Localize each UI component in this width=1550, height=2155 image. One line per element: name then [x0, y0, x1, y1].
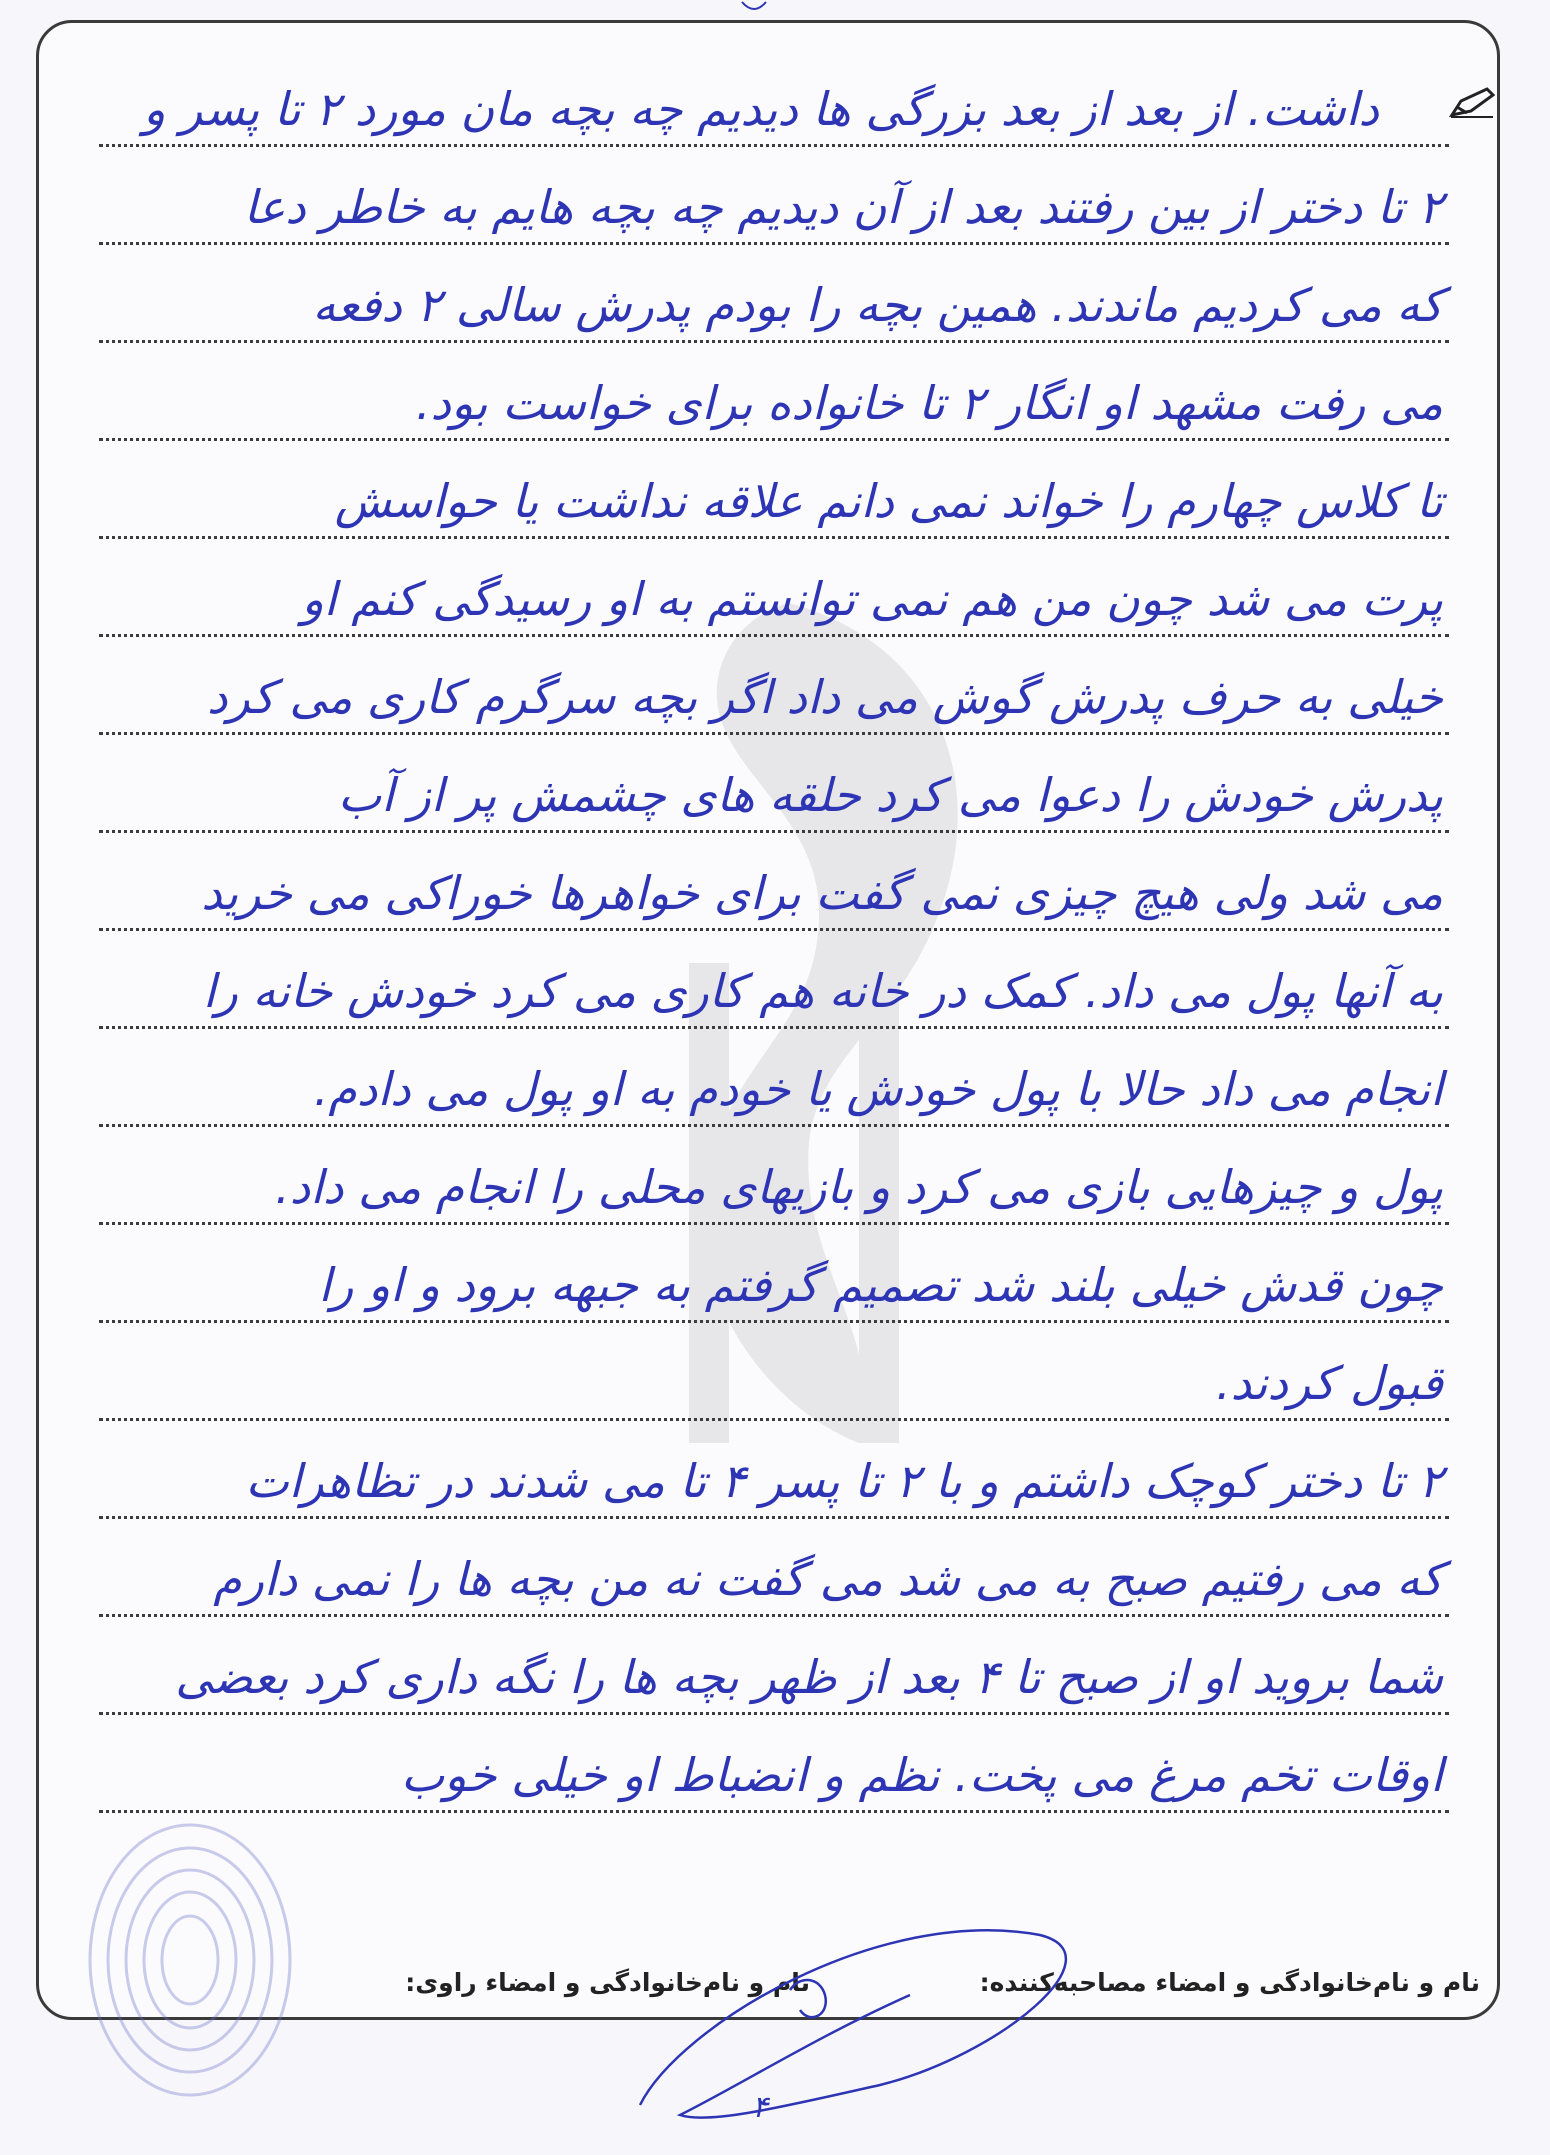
- handwritten-line: [99, 653, 1449, 741]
- top-ink-mark: [728, 0, 778, 20]
- dotted-rule: [99, 1614, 1449, 1617]
- dotted-rule: [99, 536, 1449, 539]
- dotted-rule: [99, 1026, 1449, 1029]
- signature-scribble: [620, 1885, 1140, 2145]
- handwritten-text: انجام می داد حالا با پول خودش یا خودم به او پول می دادم.: [313, 1062, 1443, 1116]
- handwritten-line: [99, 751, 1449, 839]
- handwritten-text: قبول کردند.: [1215, 1356, 1443, 1410]
- handwritten-line: [99, 1535, 1449, 1623]
- handwritten-text: که می کردیم ماندند. همین بچه را بودم پدرش سالی ۲ دفعه: [312, 278, 1443, 332]
- handwritten-text: ۲ تا دختر از بین رفتند بعد از آن دیدیم چه بچه هایم به خاطر دعا: [243, 180, 1443, 234]
- dotted-rule: [99, 1222, 1449, 1225]
- handwritten-line: [99, 1241, 1449, 1329]
- handwritten-text: پول و چیزهایی بازی می کرد و بازیهای محلی را انجام می داد.: [275, 1160, 1443, 1214]
- dotted-rule: [99, 1418, 1449, 1421]
- pencil-note-icon: [1449, 85, 1495, 119]
- dotted-rule: [99, 1712, 1449, 1715]
- dotted-rule: [99, 732, 1449, 735]
- handwritten-line: [99, 1045, 1449, 1133]
- handwritten-line: [99, 555, 1449, 643]
- handwritten-line: [99, 359, 1449, 447]
- handwritten-line: [99, 1437, 1449, 1525]
- handwritten-text: پرت می شد چون من هم نمی توانستم به او رسیدگی کنم او: [301, 572, 1443, 626]
- handwritten-text: داشت. از بعد از بعد بزرگی ها دیدیم چه بچه مان مورد ۲ تا پسر و: [143, 82, 1379, 136]
- handwritten-line: [99, 1143, 1449, 1231]
- handwritten-text: شما بروید او از صبح تا ۴ بعد از ظهر بچه ها را نگه داری کرد بعضی: [175, 1650, 1443, 1704]
- handwritten-line: [99, 849, 1449, 937]
- handwritten-line: [99, 1339, 1449, 1427]
- handwritten-text: چون قدش خیلی بلند شد تصمیم گرفتم به جبهه برود و او را: [318, 1258, 1443, 1312]
- handwritten-line: [99, 1731, 1449, 1819]
- handwritten-text: می رفت مشهد او انگار ۲ تا خانواده برای خواست بود.: [415, 376, 1443, 430]
- handwritten-text: به آنها پول می داد. کمک در خانه هم کاری می کرد خودش خانه را: [202, 964, 1443, 1018]
- dotted-rule: [99, 340, 1449, 343]
- dotted-rule: [99, 634, 1449, 637]
- interviewer-signature-label: نام و نام‌خانوادگی و امضاء مصاحبه‌کننده:: [979, 1968, 1480, 1997]
- handwritten-text: اوقات تخم مرغ می پخت. نظم و انضباط او خیلی خوب: [400, 1748, 1443, 1802]
- handwritten-text: می شد ولی هیچ چیزی نمی گفت برای خواهرها خوراکی می خرید: [201, 866, 1443, 920]
- handwritten-text: پدرش خودش را دعوا می کرد حلقه های چشمش پر از آب: [337, 768, 1443, 822]
- handwritten-line: [99, 65, 1449, 153]
- dotted-rule: [99, 144, 1449, 147]
- dotted-rule: [99, 830, 1449, 833]
- handwritten-line: [99, 261, 1449, 349]
- dotted-rule: [99, 1124, 1449, 1127]
- page-number: ۴: [752, 2090, 769, 2125]
- notebook-page: [36, 20, 1500, 2020]
- dotted-rule: [99, 1516, 1449, 1519]
- handwritten-text: خیلی به حرف پدرش گوش می داد اگر بچه سرگرم کاری می کرد: [207, 670, 1443, 724]
- handwritten-line: [99, 1633, 1449, 1721]
- dotted-rule: [99, 438, 1449, 441]
- handwritten-line: [99, 163, 1449, 251]
- dotted-rule: [99, 242, 1449, 245]
- dotted-rule: [99, 928, 1449, 931]
- handwritten-text: تا کلاس چهارم را خواند نمی دانم علاقه نداشت یا حواسش: [334, 474, 1443, 528]
- dotted-rule: [99, 1320, 1449, 1323]
- fingerprint-stamp: [70, 1810, 310, 2110]
- handwritten-text: که می رفتیم صبح به می شد می گفت نه من بچه ها را نمی دارم: [213, 1552, 1443, 1606]
- narrator-signature-label: نام و نام‌خانوادگی و امضاء راوی:: [405, 1968, 810, 1997]
- handwritten-line: [99, 947, 1449, 1035]
- handwritten-text: ۲ تا دختر کوچک داشتم و با ۲ تا پسر ۴ تا می شدند در تظاهرات: [245, 1454, 1443, 1508]
- handwritten-line: [99, 457, 1449, 545]
